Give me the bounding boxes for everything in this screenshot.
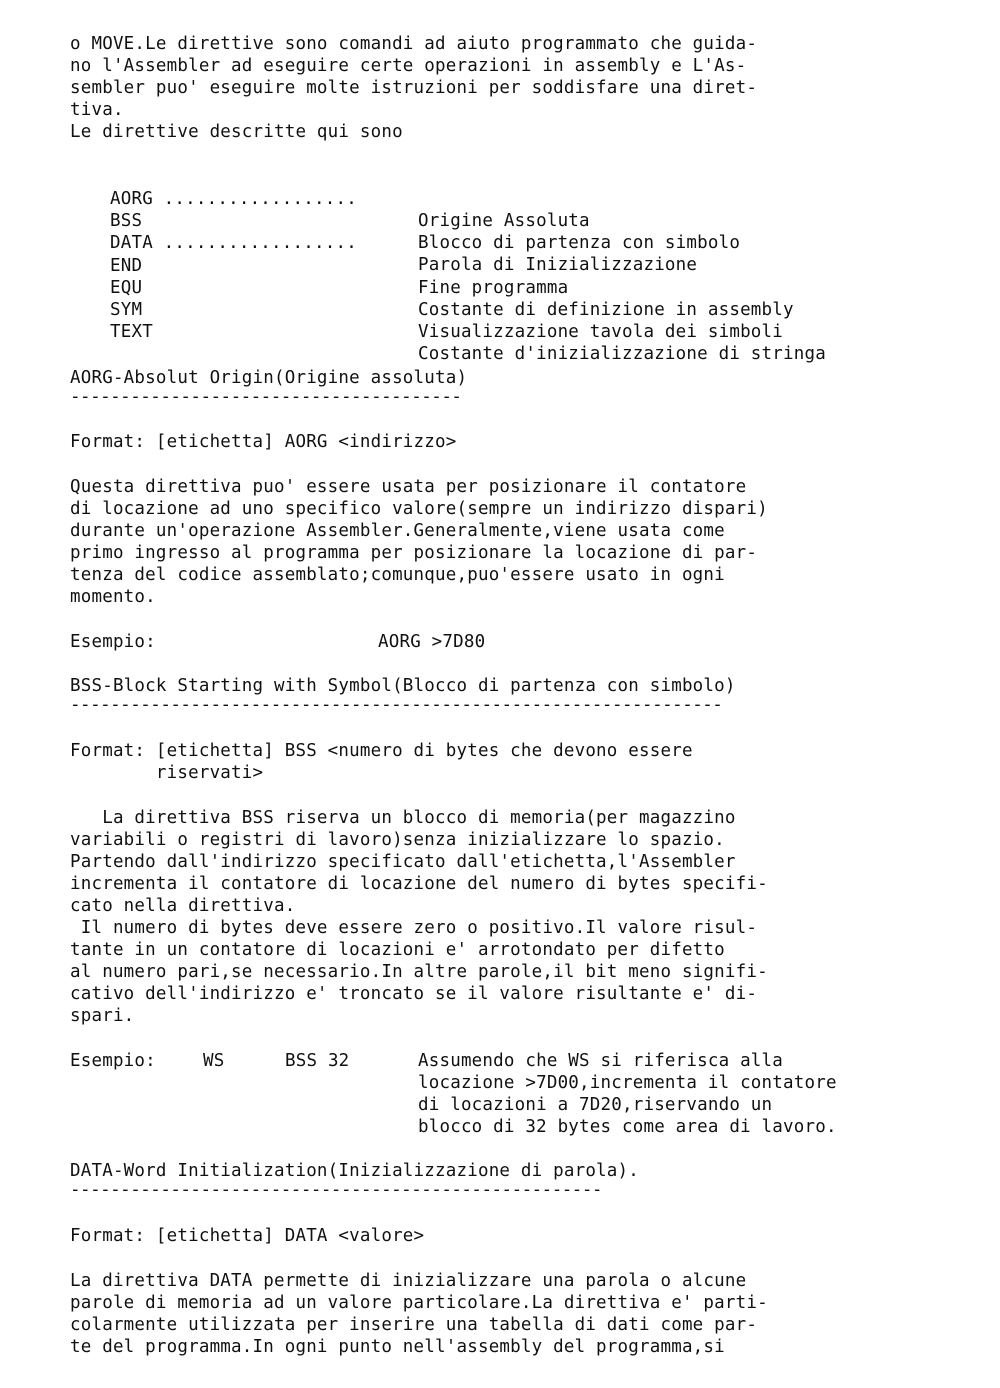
heading-underline: ---------------------------------------: [70, 387, 462, 407]
directive-desc: Visualizzazione tavola dei simboli: [418, 322, 784, 342]
example-label: Esempio:: [70, 632, 156, 652]
body-line: colarmente utilizzata per inserire una tabella di dati come par-: [70, 1315, 758, 1335]
intro-line: Le direttive descritte qui sono: [70, 122, 403, 142]
body-line: spari.: [70, 1006, 135, 1026]
example-label: Esempio:: [70, 1051, 156, 1071]
body-line: primo ingresso al programma per posizionare la locazione di par-: [70, 543, 758, 563]
directive-desc: Fine programma: [418, 278, 569, 298]
body-line: tante in un contatore di locazioni e' arrotondato per difetto: [70, 940, 725, 960]
directive-desc: Parola di Inizializzazione: [418, 255, 698, 275]
directive-key: BSS: [110, 211, 143, 231]
example-text: locazione >7D00,incrementa il contatore: [418, 1073, 837, 1093]
directive-desc: Origine Assoluta: [418, 211, 590, 231]
body-line: La direttiva DATA permette di inizializzare una parola o alcune: [70, 1271, 747, 1291]
format-line: riservati>: [70, 763, 264, 783]
directive-desc: Costante di definizione in assembly: [418, 300, 794, 320]
example-text: di locazioni a 7D20,riservando un: [418, 1095, 773, 1115]
section-heading: AORG-Absolut Origin(Origine assoluta): [70, 368, 468, 388]
body-line: te del programma.In ogni punto nell'assembly del programma,si: [70, 1337, 725, 1357]
example-code: BSS 32: [285, 1051, 350, 1071]
directive-desc: Blocco di partenza con simbolo: [418, 233, 741, 253]
intro-line: tiva.: [70, 100, 124, 120]
format-line: Format: [etichetta] BSS <numero di bytes che devono essere: [70, 741, 693, 761]
directive-key: SYM: [110, 300, 143, 320]
body-line: incrementa il contatore di locazione del numero di bytes specifi-: [70, 874, 768, 894]
body-line: cativo dell'indirizzo e' troncato se il valore risultante e' di-: [70, 984, 758, 1004]
body-line: variabili o registri di lavoro)senza inizializzare lo spazio.: [70, 830, 725, 850]
directive-key: AORG ..................: [110, 189, 357, 209]
body-line: al numero pari,se necessario.In altre parole,il bit meno signifi-: [70, 962, 768, 982]
directive-desc: Costante d'inizializzazione di stringa: [418, 344, 826, 364]
intro-line: sembler puo' eseguire molte istruzioni per soddisfare una diret-: [70, 78, 758, 98]
heading-underline: -----------------------------------------------------: [70, 1180, 602, 1200]
example-text: Assumendo che WS si riferisca alla: [418, 1051, 784, 1071]
directive-key: EQU: [110, 278, 143, 298]
body-line: Partendo dall'indirizzo specificato dall'etichetta,l'Assembler: [70, 852, 736, 872]
body-line: tenza del codice assemblato;comunque,puo'essere usato in ogni: [70, 565, 725, 585]
directive-key: DATA ..................: [110, 233, 357, 253]
directive-key: END: [110, 256, 143, 276]
body-line: La direttiva BSS riserva un blocco di memoria(per magazzino: [70, 808, 736, 828]
intro-line: no l'Assembler ad eseguire certe operazioni in assembly e L'As-: [70, 56, 747, 76]
intro-line: o MOVE.Le direttive sono comandi ad aiuto programmato che guida-: [70, 34, 758, 54]
format-line: Format: [etichetta] AORG <indirizzo>: [70, 432, 457, 452]
example-code: AORG >7D80: [378, 632, 486, 652]
body-line: durante un'operazione Assembler.Generalmente,viene usata come: [70, 521, 725, 541]
body-line: momento.: [70, 587, 156, 607]
body-line: Il numero di bytes deve essere zero o positivo.Il valore risul-: [70, 918, 758, 938]
example-label: WS: [203, 1051, 225, 1071]
example-text: blocco di 32 bytes come area di lavoro.: [418, 1117, 837, 1137]
section-heading: BSS-Block Starting with Symbol(Blocco di partenza con simbolo): [70, 676, 736, 696]
body-line: di locazione ad uno specifico valore(sempre un indirizzo dispari): [70, 499, 768, 519]
body-line: cato nella direttiva.: [70, 896, 296, 916]
format-line: Format: [etichetta] DATA <valore>: [70, 1226, 425, 1246]
body-line: Questa direttiva puo' essere usata per posizionare il contatore: [70, 477, 747, 497]
directive-key: TEXT: [110, 322, 153, 342]
heading-underline: -----------------------------------------------------------------: [70, 695, 723, 715]
section-heading: DATA-Word Initialization(Inizializzazione di parola).: [70, 1161, 640, 1181]
body-line: parole di memoria ad un valore particolare.La direttiva e' parti-: [70, 1293, 768, 1313]
